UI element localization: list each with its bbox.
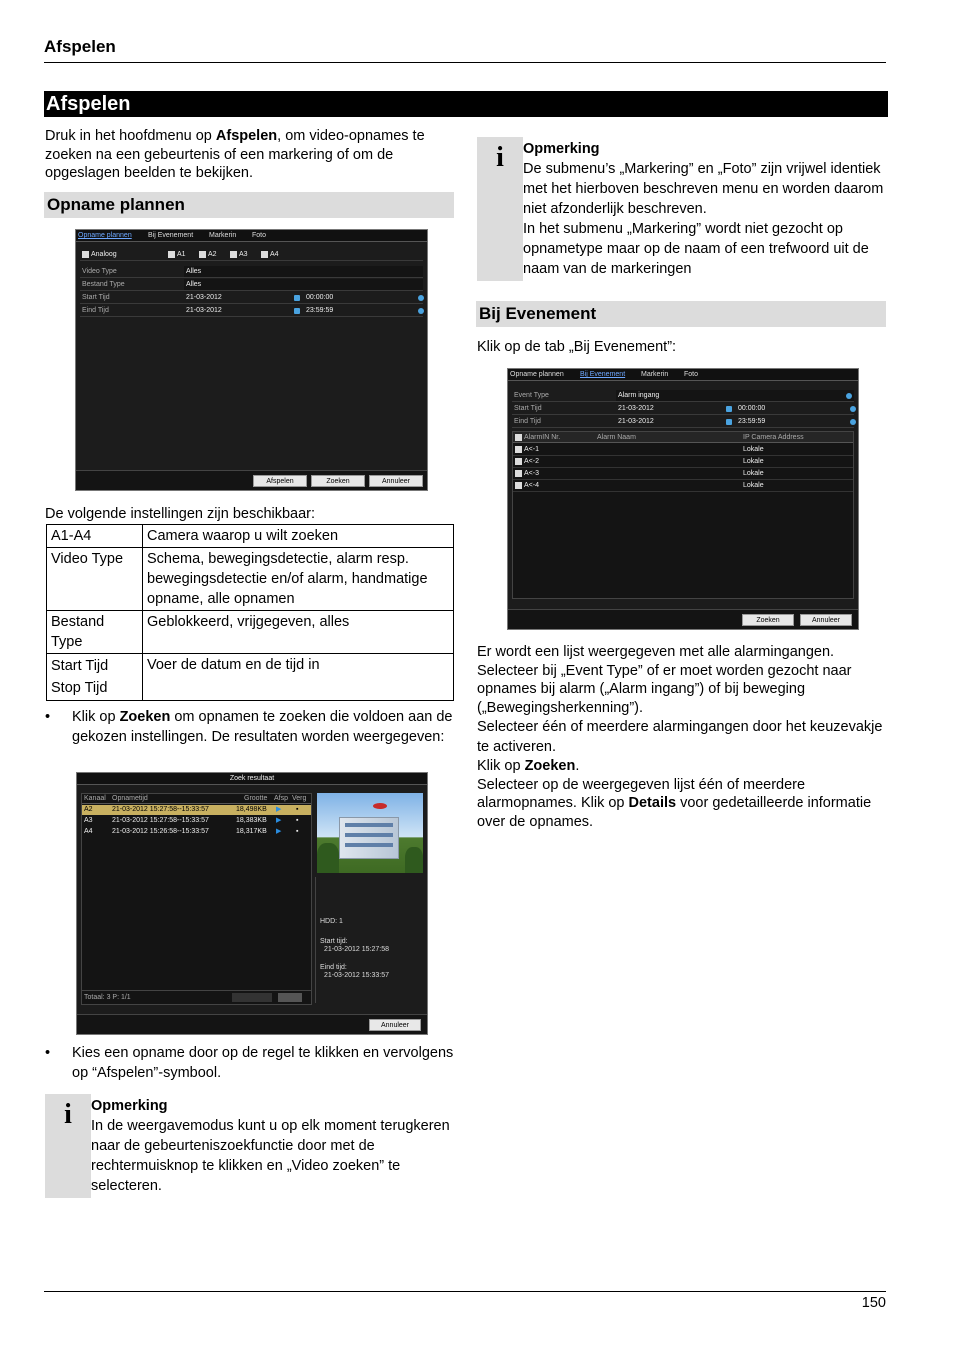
end-time-field[interactable]: 23:59:59 (306, 307, 334, 314)
row-event-type: Event Type Alarm ingang (512, 390, 854, 402)
dvr-footer (77, 1014, 427, 1034)
clock-icon[interactable] (418, 308, 424, 314)
checkbox-icon[interactable] (515, 446, 522, 453)
afspelen-button[interactable]: Afspelen (253, 475, 307, 487)
paragraph: Selecteer één of meerdere alarmingangen door het keuzevakje te activeren. (477, 719, 883, 755)
clock-icon[interactable] (850, 419, 856, 425)
note-text: In de weergavemodus kunt u op elk moment terugkeren naar de gebeurteniszoekfunctie door met de rechtermuisknop te klikken en „Video zoeken” te selecteren. (91, 1118, 450, 1194)
tab-bij-evenement[interactable]: Bij Evenement (580, 371, 626, 378)
note-text: In het submenu „Markering” wordt niet gezocht op opnametype maar op de naam of een trefwoord uit de naam van de markeringen (523, 221, 869, 277)
evenement-intro: Klik op de tab „Bij Evenement”: (477, 339, 677, 355)
paragraph: Klik op Zoeken. (477, 758, 580, 774)
tab-bij-evenement[interactable]: Bij Evenement (148, 232, 194, 239)
table-row: Bestand Type Geblokkeerd, vrijgegeven, alles (47, 611, 454, 654)
bullet-zoeken: • Klik op Zoeken om opnamen te zoeken die voldoen aan de gekozen instellingen. De resultaten worden weergegeven: (45, 709, 453, 745)
header-rule (44, 62, 886, 63)
row-start-tijd: Start Tijd 21-03-2012 00:00:00 (512, 403, 854, 415)
list-item[interactable]: A<-1 Lokale (513, 444, 853, 456)
result-list (81, 793, 312, 1005)
play-icon[interactable]: ▶ (276, 828, 282, 835)
start-time-field[interactable]: 00:00:00 (306, 294, 334, 301)
screenshot-opname-plannen (75, 229, 428, 491)
note-title: Opmerking (523, 141, 600, 157)
calendar-icon[interactable] (294, 308, 300, 314)
list-item[interactable]: A<-3 Lokale (513, 468, 853, 480)
bestand-type-select[interactable]: Alles (186, 281, 202, 288)
dvr-footer (508, 609, 858, 629)
zoeken-button[interactable]: Zoeken (742, 614, 794, 626)
end-time-field[interactable]: 23:59:59 (738, 418, 766, 425)
clock-icon[interactable] (418, 295, 424, 301)
page-number: 150 (861, 1295, 886, 1311)
heading-bij-evenement: Bij Evenement (476, 301, 886, 327)
screenshot-bij-evenement (507, 368, 859, 630)
play-icon[interactable]: ▶ (276, 817, 282, 824)
info-icon: i (64, 1099, 72, 1130)
footer-rule (44, 1291, 886, 1292)
total-count: Totaal: 3 P: 1/1 (84, 994, 131, 1001)
note-text: De submenu’s „Markering” en „Foto” zijn vrijwel identiek met het hierboven beschreven menu en worden daarom niet afzonderlijk beschreven. (523, 161, 884, 217)
dvr-footer (76, 470, 427, 490)
result-titlebar: Zoek resultaat (77, 773, 427, 785)
checkbox-icon[interactable] (515, 458, 522, 465)
checkbox-icon[interactable] (168, 251, 175, 258)
checkbox-icon[interactable] (82, 251, 89, 258)
alarm-list (512, 431, 854, 599)
result-pager (82, 990, 311, 1004)
play-icon[interactable]: ▶ (276, 806, 282, 813)
lock-icon[interactable]: ▪ (296, 828, 299, 835)
page-input[interactable] (278, 993, 302, 1002)
screenshot-zoek-resultaat (76, 772, 428, 1035)
lock-icon[interactable]: ▪ (296, 817, 299, 824)
annuleer-button[interactable]: Annuleer (369, 1019, 421, 1031)
row-video-type: Video Type Alles (80, 266, 423, 278)
table-row: Start Tijd Stop Tijd Voer de datum en de tijd in (47, 654, 454, 701)
checkbox-icon[interactable] (515, 482, 522, 489)
tab-foto[interactable]: Foto (252, 232, 267, 239)
clock-icon[interactable] (850, 406, 856, 412)
bullet-afspelen: • Kies een opname door op de regel te klikken en vervolgens op “Afspelen”-symbool. (45, 1045, 454, 1081)
dropdown-icon[interactable] (846, 393, 852, 399)
table-row[interactable]: A3 21-03-2012 15:27:58--15:33:57 18,383KB ▶ ▪ (84, 817, 299, 824)
intro-paragraph: Druk in het hoofdmenu op Afspelen, om video-opnames te zoeken na een gebeurtenis of een markering of om de opgeslagen beelden te bekijken. (45, 128, 425, 181)
tab-opname-plannen[interactable]: Opname plannen (78, 232, 132, 239)
row-eind-tijd: Eind Tijd 21-03-2012 23:59:59 (80, 305, 423, 317)
tab-markering[interactable]: Markerin (641, 371, 669, 378)
running-header: Afspelen (44, 37, 116, 56)
note-box (477, 137, 887, 281)
annuleer-button[interactable]: Annuleer (800, 614, 852, 626)
zoeken-button[interactable]: Zoeken (311, 475, 365, 487)
heading-opname-plannen: Opname plannen (44, 192, 454, 218)
start-date-field[interactable]: 21-03-2012 (618, 405, 654, 412)
checkbox-icon[interactable] (261, 251, 268, 258)
preview-thumbnail[interactable] (317, 793, 423, 873)
note-box (45, 1094, 455, 1198)
lock-icon[interactable]: ▪ (296, 806, 299, 813)
alarm-list-header: AlarmIN Nr. Alarm Naam IP Camera Address (513, 432, 853, 443)
start-date-field[interactable]: 21-03-2012 (186, 294, 222, 301)
recording-info: HDD: 1 Start tijd: 21-03-2012 15:27:58 Eind tijd: 21-03-2012 15:33:57 (315, 877, 425, 1003)
checkbox-icon[interactable] (515, 434, 522, 441)
row-eind-tijd: Eind Tijd 21-03-2012 23:59:59 (512, 416, 854, 428)
tab-markering[interactable]: Markerin (209, 232, 237, 239)
calendar-icon[interactable] (294, 295, 300, 301)
table-row[interactable]: A2 21-03-2012 15:27:58--15:33:57 18,498KB ▶ ▪ (82, 805, 311, 815)
info-icon: i (496, 142, 504, 173)
row-start-tijd: Start Tijd 21-03-2012 00:00:00 (80, 292, 423, 304)
end-date-field[interactable]: 21-03-2012 (618, 418, 654, 425)
table-row[interactable]: A4 21-03-2012 15:26:58--15:33:57 18,317KB ▶ ▪ (84, 828, 299, 835)
table-row: A1-A4 Camera waarop u wilt zoeken (47, 525, 454, 548)
pager-buttons[interactable] (232, 993, 272, 1002)
section-title: Afspelen (44, 91, 888, 117)
table-row: Video Type Schema, bewegingsdetectie, alarm resp. bewegingsdetectie en/of alarm, handmatige opname, alle opnamen (47, 548, 454, 611)
checkbox-icon[interactable] (199, 251, 206, 258)
dvr-tabbar (508, 369, 858, 381)
checkbox-icon[interactable] (515, 470, 522, 477)
tab-foto[interactable]: Foto (684, 371, 699, 378)
video-type-select[interactable]: Alles (186, 268, 202, 275)
note-title: Opmerking (91, 1098, 168, 1114)
dvr-tabbar (76, 230, 427, 242)
result-header: Kanaal Opnametijd Grootte Afsp Verg (82, 794, 311, 804)
row-bestand-type: Bestand Type Alles (80, 279, 423, 291)
paragraph: Selecteer op de weergegeven lijst één of meerdere alarmopnames. Klik op Details voor gedetailleerde informatie over de opnames. (477, 776, 872, 830)
checkbox-icon[interactable] (230, 251, 237, 258)
list-item[interactable]: A<-2 Lokale (513, 456, 853, 468)
channel-row: Analoog A1 A2 A3 A4 (80, 249, 423, 261)
logo-sign (373, 803, 387, 809)
end-date-field[interactable]: 21-03-2012 (186, 307, 222, 314)
event-type-select[interactable]: Alarm ingang (618, 392, 660, 399)
start-time-field[interactable]: 00:00:00 (738, 405, 766, 412)
list-item[interactable]: A<-4 Lokale (513, 480, 853, 492)
calendar-icon[interactable] (726, 419, 732, 425)
calendar-icon[interactable] (726, 406, 732, 412)
settings-table (46, 524, 454, 701)
annuleer-button[interactable]: Annuleer (369, 475, 423, 487)
tab-opname-plannen[interactable]: Opname plannen (510, 371, 564, 378)
settings-intro: De volgende instellingen zijn beschikbaar: (45, 506, 316, 522)
paragraph: Er wordt een lijst weergegeven met alle alarmingangen. Selecteer bij „Event Type” of er moet worden gezocht naar opnames bij alarm („Alarm ingang”) of bij beweging („Bewegingsherkenning”). (477, 644, 852, 716)
evenement-description (477, 643, 887, 831)
